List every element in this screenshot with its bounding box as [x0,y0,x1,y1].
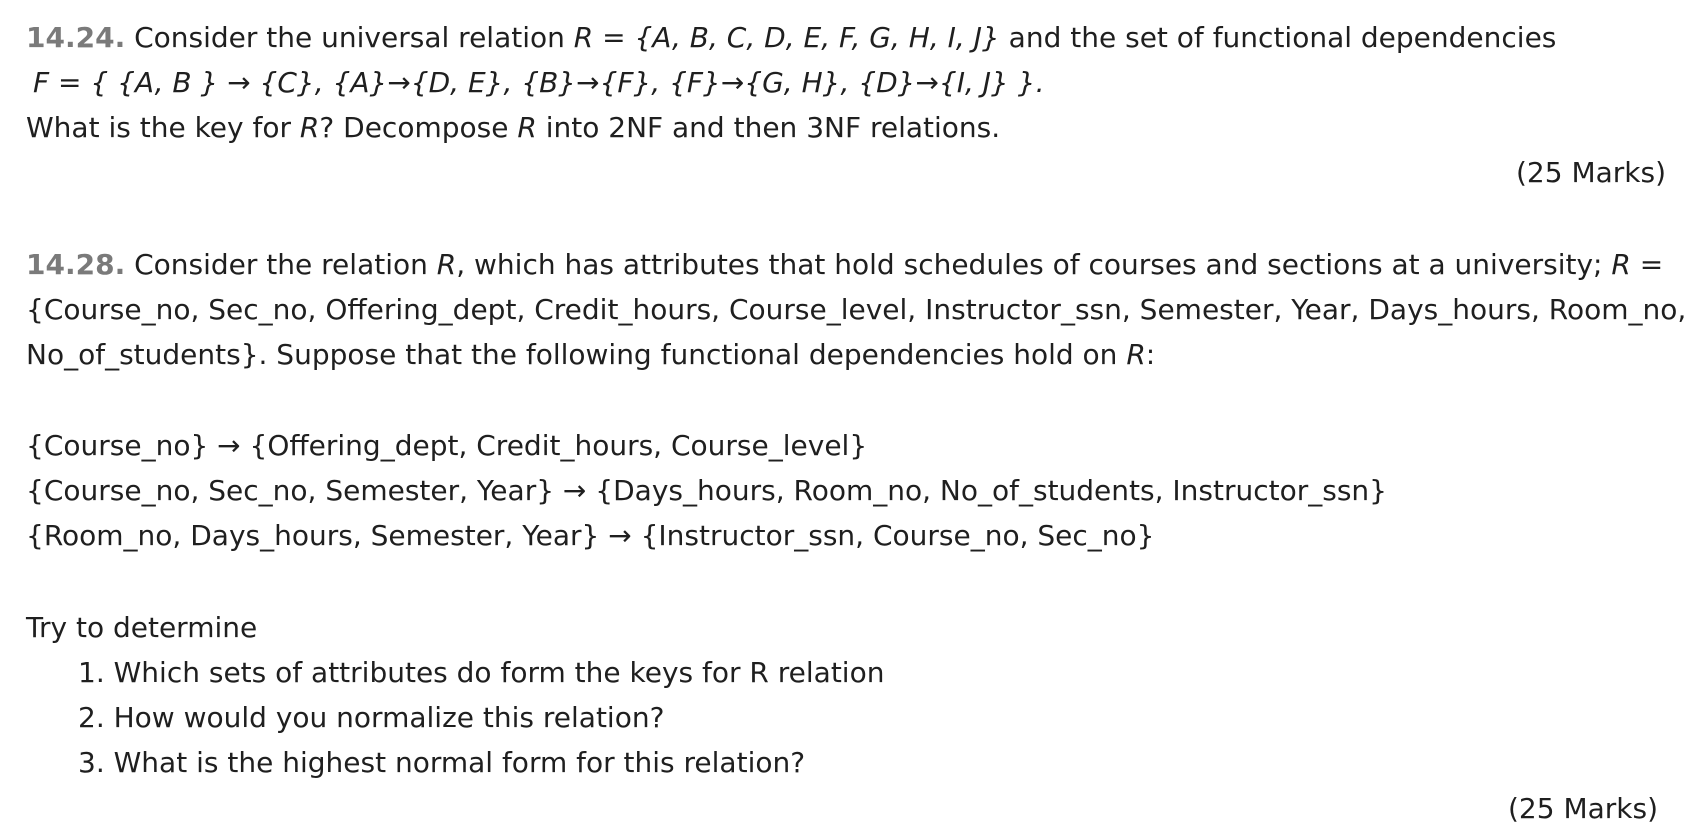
q2-attributes-line: {Course_no, Sec_no, Offering_dept, Credit_hours, Course_level, Instructor_ssn, Semester, Year, Days_hours, Room_no, [26,293,1687,326]
q1-question-part-b: ? Decompose [319,111,518,144]
q2-relation-name-2: R [1611,248,1631,281]
q1-intro-text: Consider the universal relation [125,21,574,54]
q1-intro-tail: and the set of functional dependencies [999,21,1557,54]
q2-intro-part-a: Consider the relation [125,248,437,281]
q1-marks: (25 Marks) [1515,156,1666,189]
q1-intro-line [26,21,1557,54]
q2-fd-1: {Course_no} → {Offering_dept, Credit_hours, Course_level} [26,429,868,462]
q1-question-line [26,111,1001,144]
q2-list-item-2: 2. How would you normalize this relation? [78,701,665,734]
q2-list-item-3: 3. What is the highest normal form for this relation? [78,746,806,779]
q2-fd-3: {Room_no, Days_hours, Semester, Year} → {Instructor_ssn, Course_no, Sec_no} [26,519,1155,552]
q1-question-part-a: What is the key for [26,111,300,144]
q1-relation-name: R [573,21,594,54]
q2-list-item-1: 1. Which sets of attributes do form the keys for R relation [78,656,885,689]
q1-fd-line [33,66,1045,99]
q2-intro-line [26,248,1664,281]
q2-number: 14.28. [26,248,126,281]
q2-attributes-end-relation: R [1126,338,1146,371]
q2-attributes-end-colon: : [1145,338,1156,371]
q2-attributes-end-line [26,338,1156,371]
q1-number: 14.24. [26,21,126,54]
q2-intro-part-b: , which has attributes that hold schedules of courses and sections at a university; [456,248,1612,281]
q2-try-text: Try to determine [26,611,258,644]
q2-attributes-end-text: No_of_students}. Suppose that the following functional dependencies hold on [26,338,1127,371]
q1-fd-set: F = { {A, B } → {C}, {A}→{D, E}, {B}→{F}, {F}→{G, H}, {D}→{I, J} }. [33,66,1045,99]
q2-marks: (25 Marks) [1507,792,1658,825]
q1-attribute-set: = {A, B, C, D, E, F, G, H, I, J} [593,21,1000,54]
q2-intro-part-c: = [1630,248,1664,281]
q1-question-relation-2: R [517,111,537,144]
q1-question-part-c: into 2NF and then 3NF relations. [536,111,1001,144]
q2-fd-2: {Course_no, Sec_no, Semester, Year} → {Days_hours, Room_no, No_of_students, Instructor_ssn} [26,474,1387,507]
q1-question-relation: R [299,111,320,144]
q2-relation-name: R [436,248,457,281]
